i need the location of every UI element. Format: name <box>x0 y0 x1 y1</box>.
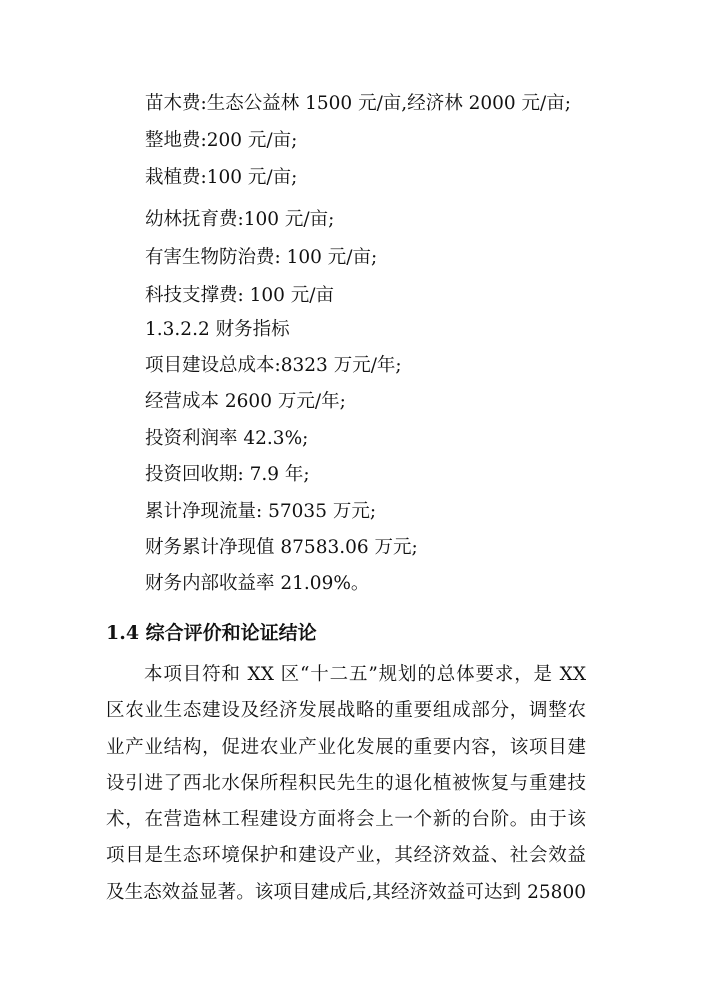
financial-item-total-cost: 项目建设总成本:8323 万元/年; <box>145 355 402 376</box>
cost-item-seedling: 苗木费:生态公益林 1500 元/亩,经济林 2000 元/亩; <box>145 93 571 114</box>
cost-item-land-preparation: 整地费:200 元/亩; <box>145 130 298 151</box>
paragraph-line: 本项目符和 XX 区“十二五”规划的总体要求，是 XX <box>144 664 586 685</box>
paragraph-line: 及生态效益显著。该项目建成后,其经济效益可达到 25800 <box>106 881 586 903</box>
paragraph-line: 项目是生态环境保护和建设产业，其经济效益、社会效益 <box>106 845 586 867</box>
paragraph-line: 设引进了西北水保所程积民先生的退化植被恢复与重建技 <box>106 772 586 794</box>
conclusion-paragraph <box>106 657 586 911</box>
financial-item-operating-cost: 经营成本 2600 万元/年; <box>145 391 346 412</box>
financial-item-irr: 财务内部收益率 21.09%。 <box>145 573 370 594</box>
paragraph-line: 业产业结构，促进农业产业化发展的重要内容，该项目建 <box>106 736 586 758</box>
paragraph-line: 术，在营造林工程建设方面将会上一个新的台阶。由于该 <box>106 809 586 831</box>
cost-item-pest-control: 有害生物防治费: 100 元/亩; <box>145 247 378 268</box>
financial-item-payback-period: 投资回收期: 7.9 年; <box>145 464 310 485</box>
cost-item-planting: 栽植费:100 元/亩; <box>145 167 298 188</box>
cost-item-tech-support: 科技支撑费: 100 元/亩 <box>145 285 335 306</box>
cost-item-young-forest-tending: 幼林抚育费:100 元/亩; <box>145 209 335 230</box>
financial-item-npv: 财务累计净现值 87583.06 万元; <box>145 537 418 558</box>
section-heading: 1.4 综合评价和论证结论 <box>106 622 317 644</box>
financial-item-net-cash-flow: 累计净现流量: 57035 万元; <box>145 501 377 522</box>
financial-item-profit-rate: 投资利润率 42.3%; <box>145 428 309 449</box>
financial-indicators-heading: 1.3.2.2 财务指标 <box>145 319 290 340</box>
paragraph-line: 区农业生态建设及经济发展战略的重要组成部分，调整农 <box>106 700 586 722</box>
